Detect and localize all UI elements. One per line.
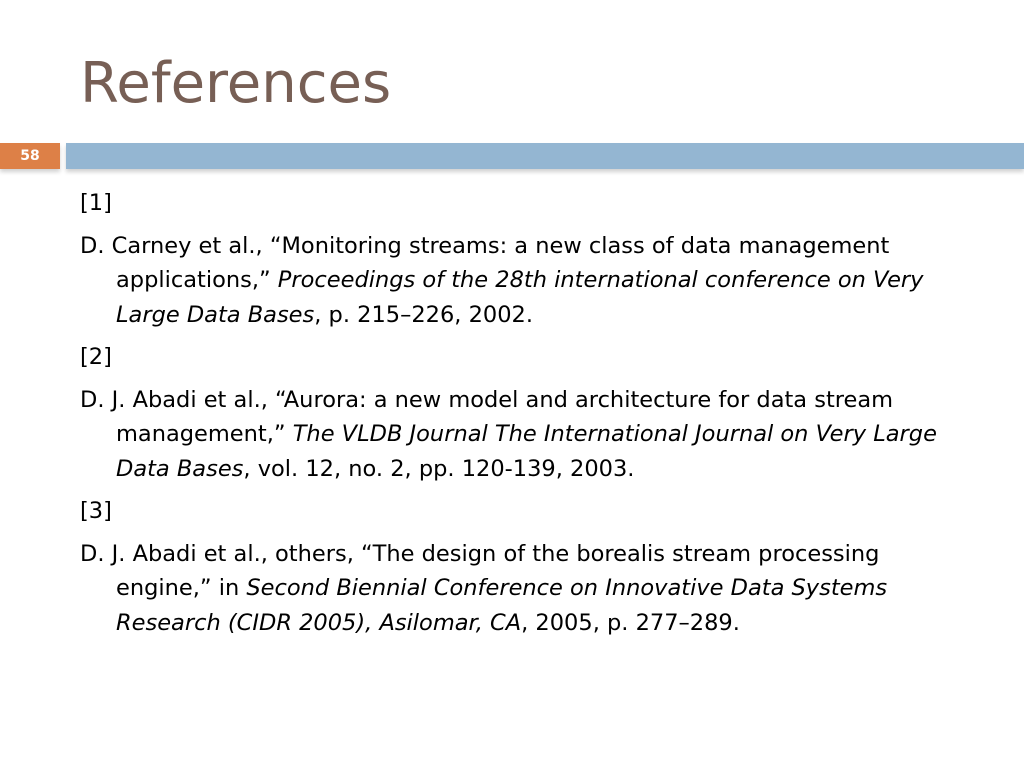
reference-details: , p. 215–226, 2002. bbox=[314, 301, 533, 328]
reference-venue: Second Biennial Conference on Innovative Data Systems Research (CIDR 2005), Asilomar, CA bbox=[116, 575, 888, 636]
title-accent-bar bbox=[66, 143, 1024, 169]
reference-label: [2] bbox=[80, 344, 112, 370]
reference-label: [3] bbox=[80, 498, 112, 524]
reference-entry bbox=[80, 383, 980, 487]
reference-venue: The VLDB Journal The International Journal on Very Large Data Bases bbox=[116, 421, 937, 482]
reference-list bbox=[80, 186, 980, 648]
reference-authors-title: D. J. Abadi et al., “Aurora: a new model and architecture for data stream management,” bbox=[80, 386, 894, 447]
reference-authors-title: D. Carney et al., “Monitoring streams: a new class of data management applications,” bbox=[80, 232, 890, 293]
reference-details: , vol. 12, no. 2, pp. 120-139, 2003. bbox=[243, 455, 635, 482]
reference-venue: Proceedings of the 28th international conference on Very Large Data Bases bbox=[116, 267, 924, 328]
page-number-badge: 58 bbox=[0, 143, 60, 169]
reference-entry bbox=[80, 537, 980, 641]
reference-entry bbox=[80, 229, 980, 333]
reference-details: , 2005, p. 277–289. bbox=[521, 609, 740, 636]
reference-label: [1] bbox=[80, 190, 112, 216]
reference-authors-title: D. J. Abadi et al., others, “The design of the borealis stream processing engine,” in bbox=[80, 540, 880, 601]
slide-title: References bbox=[80, 51, 392, 116]
